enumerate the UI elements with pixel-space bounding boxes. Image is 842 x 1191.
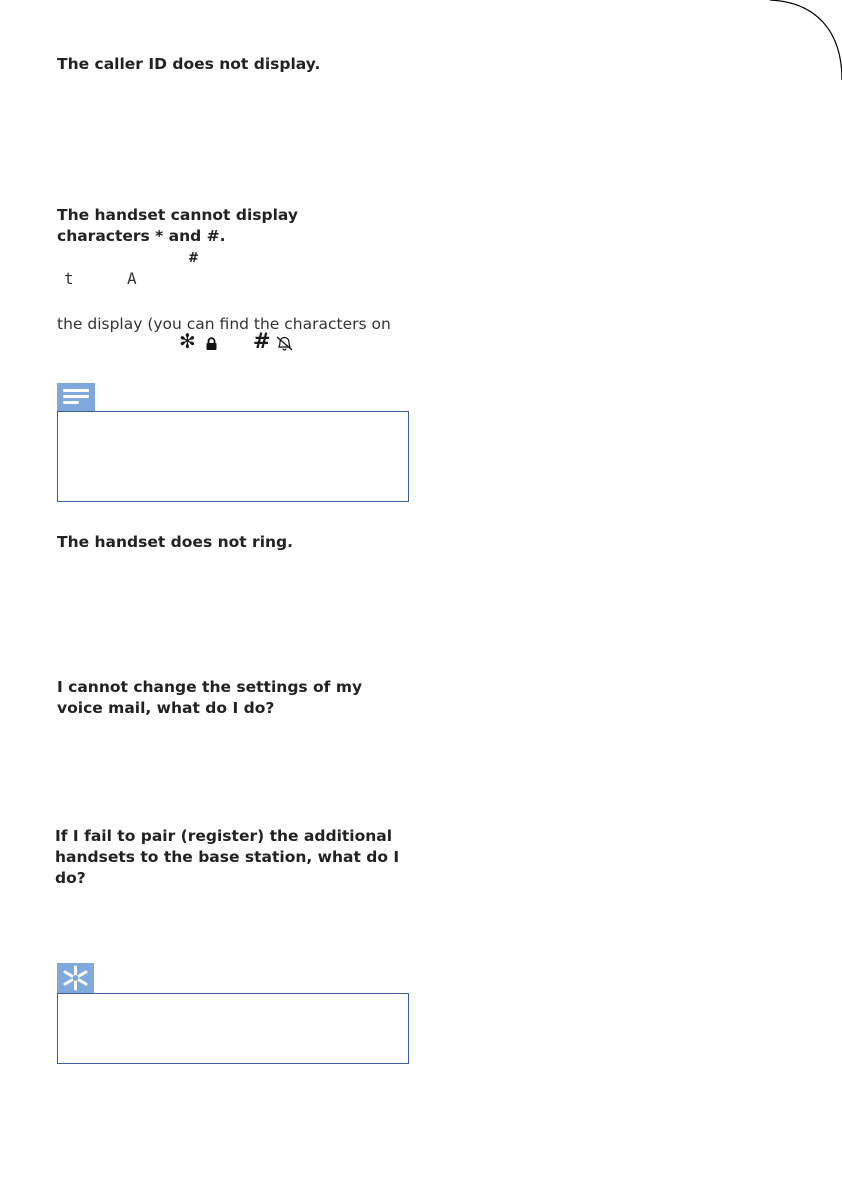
star-hash-body-text: the display (you can find the characters on (57, 315, 391, 333)
note-box (57, 411, 409, 502)
star-key-glyph: ✻ (179, 329, 196, 353)
heading-star-hash: The handset cannot display characters * and #. (57, 206, 298, 245)
heading-pairing: If I fail to pair (register) the additional handsets to the base station, what do I do? (55, 827, 400, 887)
heading-voice-mail: I cannot change the settings of my voice mail, what do I do? (57, 678, 363, 717)
page-corner-curve (0, 0, 842, 100)
segment-t-glyph: t (64, 269, 74, 288)
heading-caller-id: The caller ID does not display. (57, 55, 321, 73)
tip-box (57, 993, 409, 1064)
note-icon (57, 383, 95, 411)
tip-icon (57, 963, 94, 993)
hash-glyph-small: # (188, 251, 199, 266)
bell-off-icon (275, 335, 294, 352)
segment-a-glyph: A (127, 269, 137, 288)
heading-no-ring: The handset does not ring. (57, 533, 294, 551)
hash-key-glyph: # (253, 329, 271, 353)
lock-icon (205, 337, 218, 351)
